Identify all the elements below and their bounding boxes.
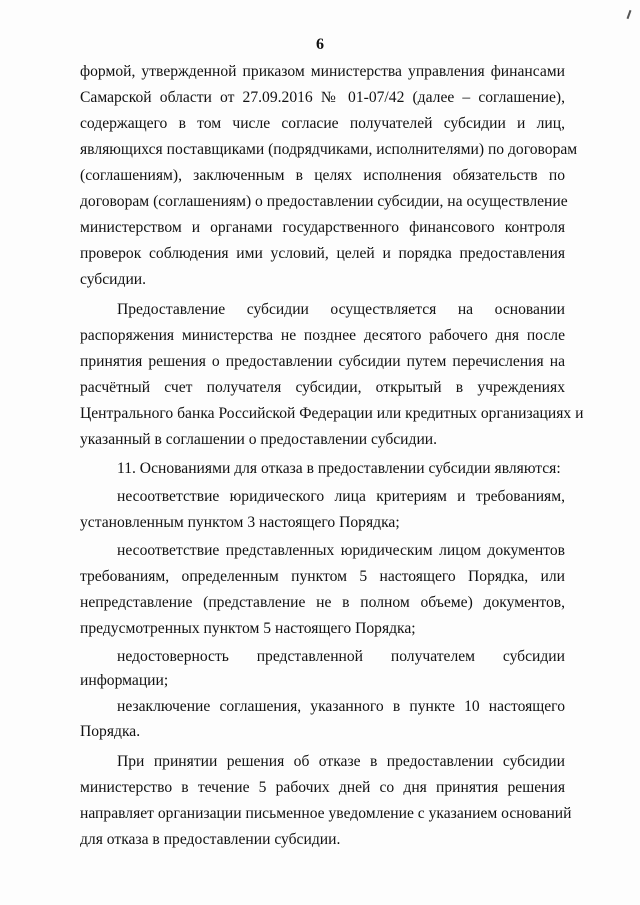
- paragraph-first-line: При принятии решения об отказе в предоставлении субсидии: [117, 753, 565, 770]
- text-line: предусмотренных пунктом 5 настоящего Порядка;: [80, 620, 416, 637]
- text-line: указанный в соглашении о предоставлении субсидии.: [80, 431, 438, 448]
- text-line: министерство в течение 5 рабочих дней со дня принятия решения: [80, 779, 565, 796]
- paragraph-first-line: несоответствие представленных юридическим лицом документов: [117, 542, 565, 559]
- text-line: установленным пунктом 3 настоящего Порядка;: [80, 514, 400, 531]
- paragraph-first-line: незаключение соглашения, указанного в пункте 10 настоящего: [117, 698, 565, 715]
- paragraph-first-line: Предоставление субсидии осуществляется на основании: [117, 301, 565, 318]
- paragraph-first-line: 11. Основаниями для отказа в предоставлении субсидии являются:: [117, 460, 561, 477]
- text-line: договорам (соглашениям) о предоставлении субсидии, на осуществление: [80, 193, 568, 210]
- paragraph-first-line: недостоверность представленной получателем субсидии: [117, 648, 565, 665]
- text-line: распоряжения министерства не позднее десятого рабочего дня после: [80, 327, 565, 344]
- text-line: (соглашениям), заключенным в целях исполнения обязательств по: [80, 167, 565, 184]
- page-number: 6: [316, 36, 324, 53]
- scan-mark: [627, 10, 632, 19]
- text-line: министерством и органами государственного финансового контроля: [80, 219, 565, 236]
- text-line: Самарской области от 27.09.2016 № 01-07/42 (далее – соглашение),: [80, 89, 565, 106]
- text-line: Центрального банка Российской Федерации или кредитных организациях и: [80, 405, 584, 422]
- text-line: формой, утвержденной приказом министерства управления финансами: [80, 63, 565, 80]
- text-line: направляет организации письменное уведомление с указанием оснований: [80, 805, 572, 822]
- text-line: субсидии.: [80, 271, 147, 288]
- text-line: проверок соблюдения ими условий, целей и порядка предоставления: [80, 245, 565, 262]
- paragraph-first-line: несоответствие юридического лица критериям и требованиям,: [117, 488, 565, 505]
- text-line: непредставление (представление не в полном объеме) документов,: [80, 594, 565, 611]
- text-line: Порядка.: [80, 723, 141, 740]
- text-line: расчётный счет получателя субсидии, открытый в учреждениях: [80, 379, 565, 396]
- text-line: информации;: [80, 672, 169, 689]
- text-line: принятия решения о предоставлении субсидии путем перечисления на: [80, 353, 565, 370]
- text-line: являющихся поставщиками (подрядчиками, исполнителями) по договорам: [80, 141, 578, 158]
- text-line: содержащего в том числе согласие получателей субсидии и лиц,: [80, 115, 565, 132]
- text-line: для отказа в предоставлении субсидии.: [80, 831, 341, 848]
- text-line: требованиям, определенным пунктом 5 настоящего Порядка, или: [80, 568, 565, 585]
